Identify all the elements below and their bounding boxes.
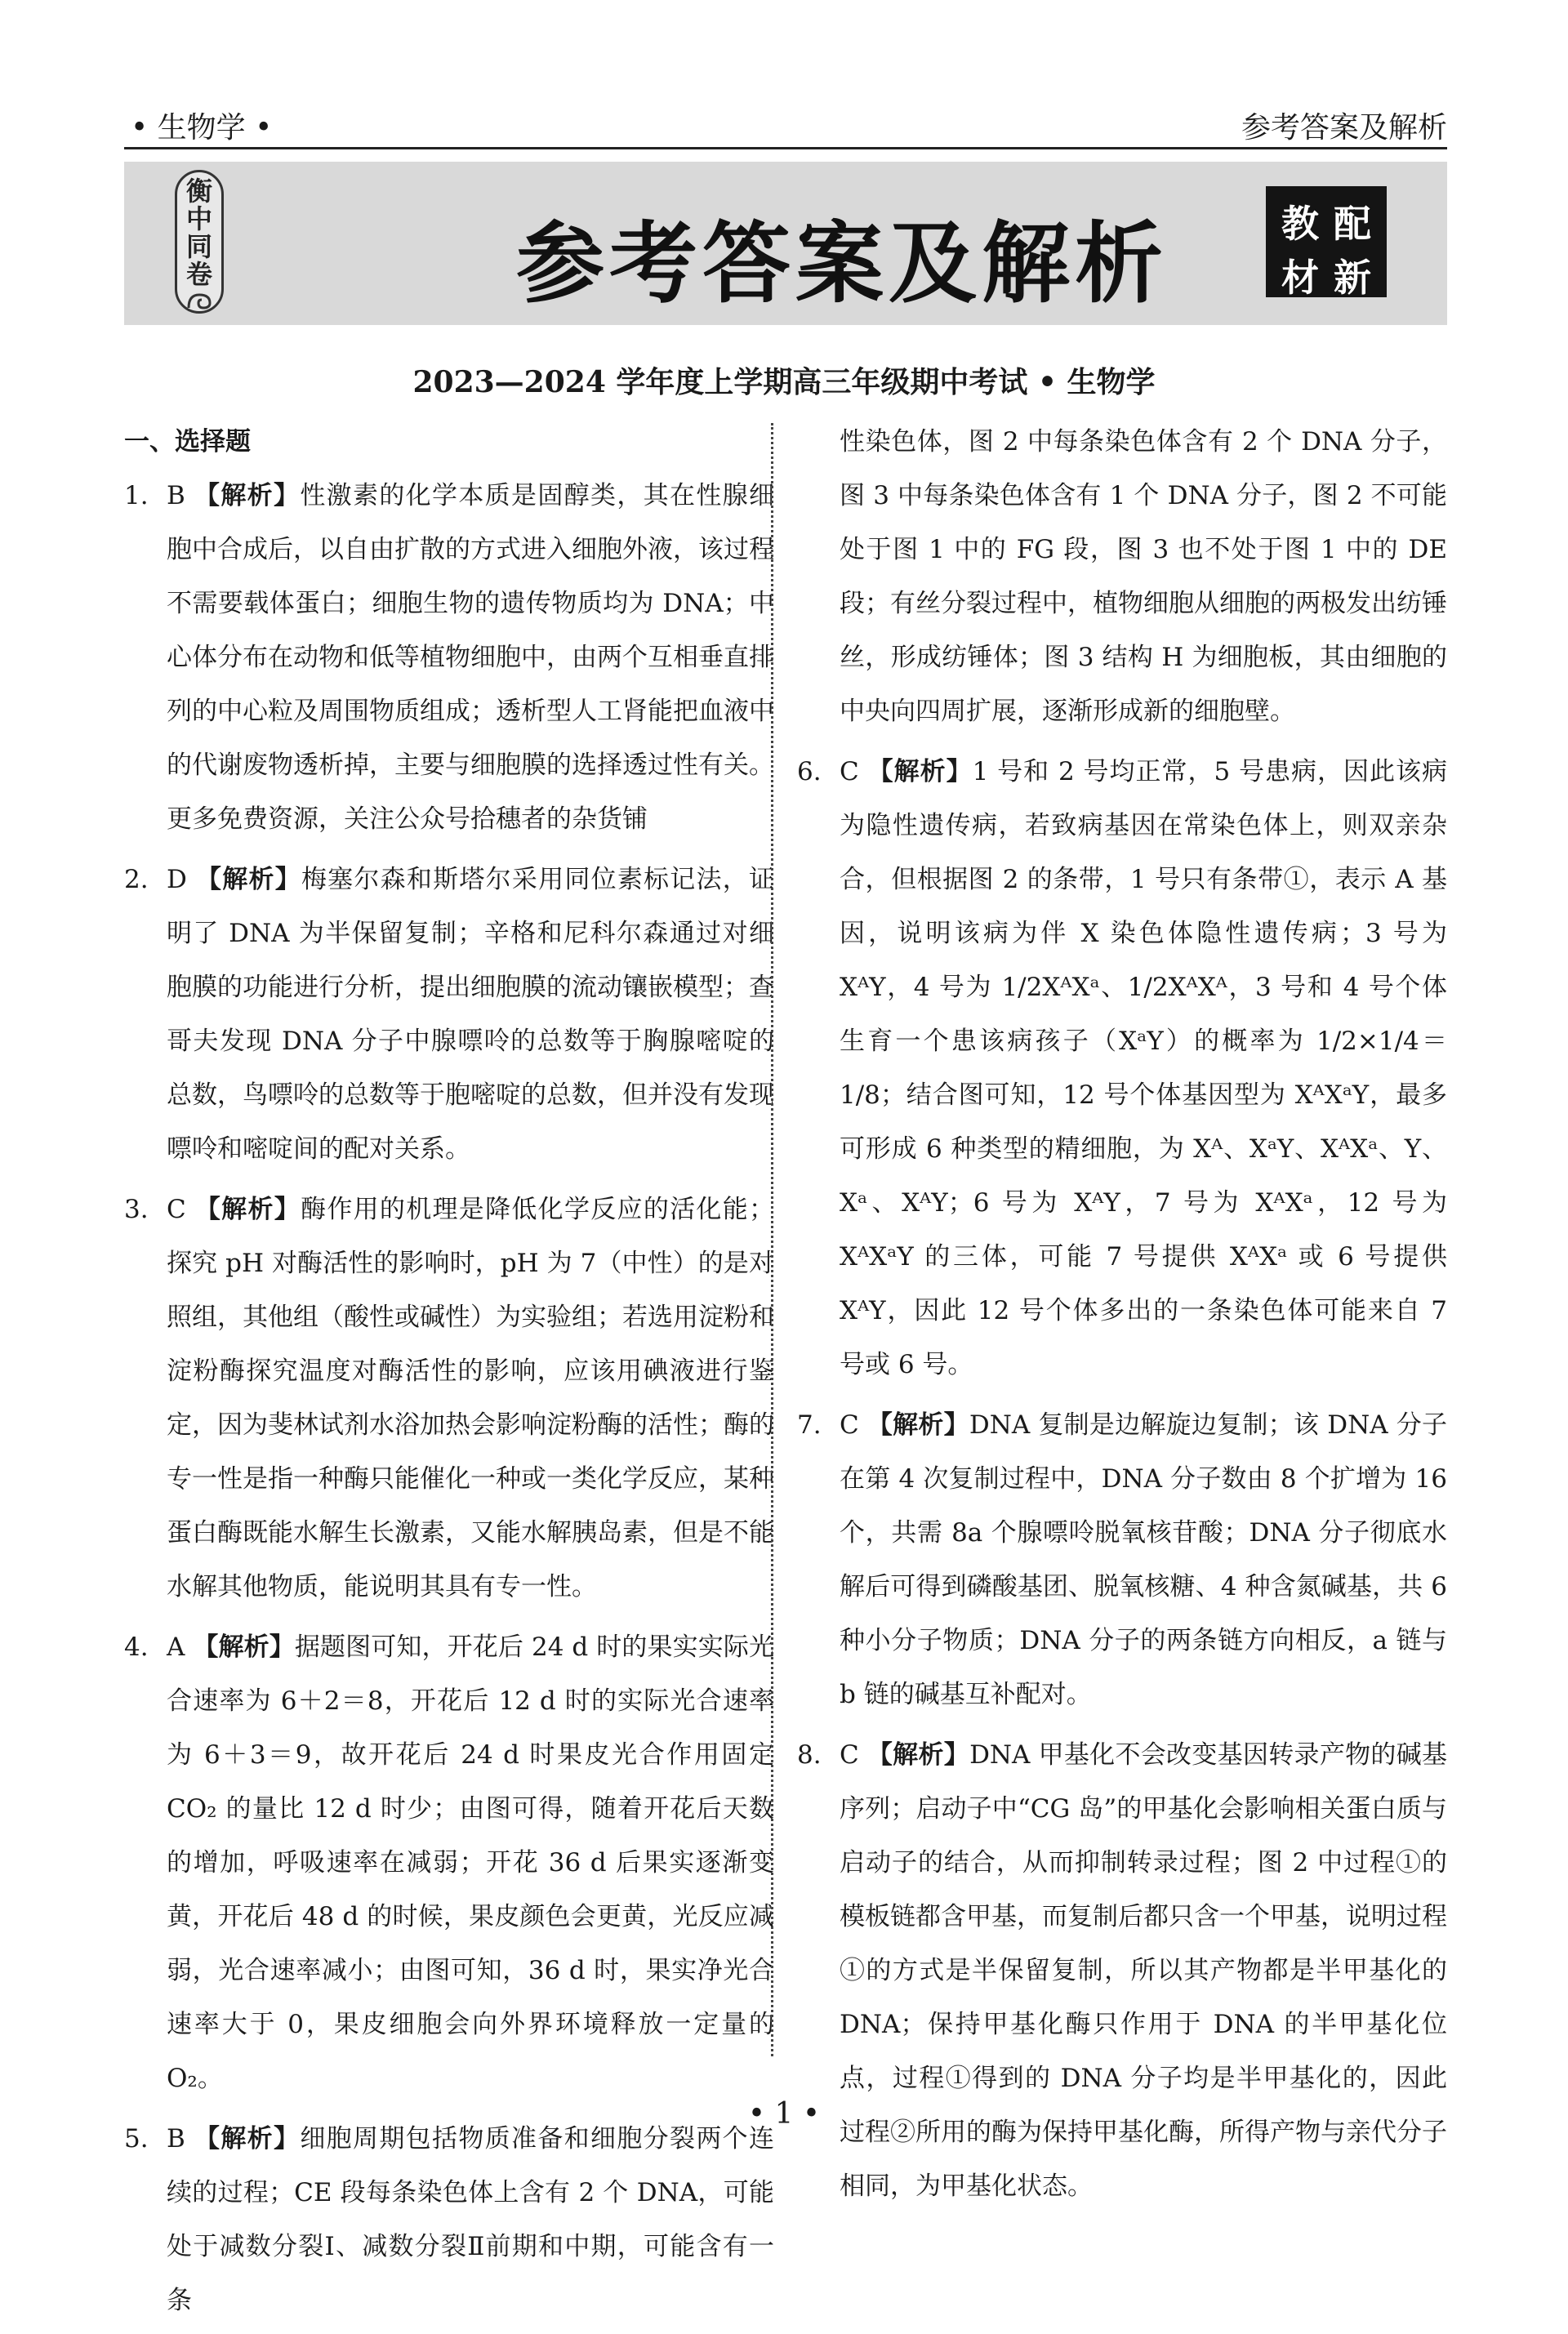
answer-item xyxy=(124,469,774,846)
seal-char: 卷 xyxy=(185,259,212,290)
item-number: 1. xyxy=(124,481,149,510)
analysis-tag: 【解析】 xyxy=(193,1632,295,1662)
item-number: 4. xyxy=(124,1632,149,1662)
analysis-tag: 【解析】 xyxy=(194,1195,301,1224)
analysis-tag: 【解析】 xyxy=(867,757,973,786)
running-head xyxy=(124,101,1447,149)
new-textbook-stamp xyxy=(1266,186,1387,300)
answer-letter: B xyxy=(167,481,185,510)
page-number: • 1 • xyxy=(747,2097,821,2131)
seal-char: 中 xyxy=(185,203,212,234)
section-heading: 一、选择题 xyxy=(124,427,251,457)
item-number: 2. xyxy=(124,865,149,894)
analysis-text: 1 号和 2 号均正常，5 号患病，因此该病为隐性遗传病，若致病基因在常染色体上，则双亲杂合，但根据图 2 的条带，1 号只有条带①，表示 A 基因，说明该病为伴 X 染色体隐性遗传病；3 号为 XᴬY，4 号为 1/2XᴬXᵃ、1/2XᴬXᴬ，3 号和 4 号个体生育一个患该病孩子（XᵃY）的概率为 1/2×1/4＝1/8；结合图可知，12 号个体基因型为 XᴬXᵃY，最多可形成 6 种类型的精细胞，为 Xᴬ、XᵃY、XᴬXᵃ、Y、Xᵃ、XᴬY；6 号为 XᴬY，7 号为 XᴬXᵃ，12 号为 XᴬXᵃY 的三体，可能 7 号提供 XᴬXᵃ 或 6 号提供 XᴬY，因此 12 号个体多出的一条染色体可能来自 7 号或 6 号。 xyxy=(840,757,1447,1379)
analysis-text: 梅塞尔森和斯塔尔采用同位素标记法，证明了 DNA 为半保留复制；辛格和尼科尔森通过对细胞膜的功能进行分析，提出细胞膜的流动镶嵌模型；查哥夫发现 DNA 分子中腺嘌呤的总数等于胸腺嘧啶的总数，鸟嘌呤的总数等于胞嘧啶的总数，但并没有发现嘌呤和嘧啶间的配对关系。 xyxy=(167,865,775,1164)
answer-item xyxy=(797,745,1447,1392)
answer-item xyxy=(124,1183,774,1614)
title-banner xyxy=(124,162,1447,325)
document-title: 2023—2024 学年度上学期高三年级期中考试 • 生物学 xyxy=(412,365,1156,399)
analysis-tag: 【解析】 xyxy=(194,2124,301,2154)
answer-letter: C xyxy=(840,757,859,786)
analysis-tag: 【解析】 xyxy=(866,1740,970,1770)
continued-text: 性染色体，图 2 中每条染色体含有 2 个 DNA 分子，图 3 中每条染色体含有 1 个 DNA 分子，图 2 不可能处于图 1 中的 FG 段，图 3 也不处于图 1 中的 DE 段；有丝分裂过程中，植物细胞从细胞的两极发出纺锤丝，形成纺锤体；图 3 结构 H 为细胞板，其由细胞的中央向四周扩展，逐渐形成新的细胞壁。 xyxy=(840,427,1447,726)
answer-item xyxy=(797,1728,1447,2213)
analysis-text: 细胞周期包括物质准备和细胞分裂两个连续的过程；CE 段每条染色体上含有 2 个 DNA，可能处于减数分裂Ⅰ、减数分裂Ⅱ前期和中期，可能含有一条 xyxy=(167,2124,775,2315)
stamp-char: 材 xyxy=(1281,256,1319,300)
seal-char: 衡 xyxy=(185,176,212,207)
answer-letter: D xyxy=(167,865,187,894)
stamp-char: 教 xyxy=(1281,202,1319,246)
seal-char: 同 xyxy=(185,231,212,262)
answer-letter: B xyxy=(167,2124,185,2154)
item-number: 5. xyxy=(124,2124,149,2154)
item-number: 6. xyxy=(797,757,822,786)
swirl-icon xyxy=(185,292,213,311)
analysis-text: 酶作用的机理是降低化学反应的活化能；探究 pH 对酶活性的影响时，pH 为 7（中性）的是对照组，其他组（酸性或碱性）为实验组；若选用淀粉和淀粉酶探究温度对酶活性的影响，应该用碘液进行鉴定，因为斐林试剂水浴加热会影响淀粉酶的活性；酶的专一性是指一种酶只能催化一种或一类化学反应，某种蛋白酶既能水解生长激素，又能水解胰岛素，但是不能水解其他物质，能说明其具有专一性。 xyxy=(167,1195,775,1601)
analysis-text: 性激素的化学本质是固醇类，其在性腺细胞中合成后，以自由扩散的方式进入细胞外液，该过程不需要载体蛋白；细胞生物的遗传物质均为 DNA；中心体分布在动物和低等植物细胞中，由两个互相垂直排列的中心粒及周围物质组成；透析型人工肾能把血液中的代谢废物透析掉，主要与细胞膜的选择透过性有关。更多免费资源，关注公众号拾穗者的杂货铺 xyxy=(167,481,775,834)
answer-letter: A xyxy=(167,1632,185,1662)
right-column xyxy=(797,415,1447,2220)
section-label: 参考答案及解析 xyxy=(1241,111,1447,145)
answer-item xyxy=(124,853,774,1176)
answer-letter: C xyxy=(840,1410,859,1440)
item-number: 3. xyxy=(124,1195,149,1224)
answer-item xyxy=(124,2112,774,2327)
answer-letter: C xyxy=(167,1195,186,1224)
stamp-char: 新 xyxy=(1334,256,1371,300)
stamp-char: 配 xyxy=(1334,202,1371,246)
analysis-tag: 【解析】 xyxy=(195,865,301,894)
answer-item xyxy=(797,1398,1447,1722)
analysis-tag: 【解析】 xyxy=(866,1410,969,1440)
subject-label: • 生物学 • xyxy=(131,111,273,145)
column-divider xyxy=(771,423,773,2056)
answer-letter: C xyxy=(840,1740,859,1770)
item-number: 7. xyxy=(797,1410,822,1440)
analysis-tag: 【解析】 xyxy=(194,481,301,510)
answer-item xyxy=(124,1620,774,2105)
analysis-text: 据题图可知，开花后 24 d 时的果实实际光合速率为 6＋2＝8，开花后 12 d 时的实际光合速率为 6＋3＝9，故开花后 24 d 时果皮光合作用固定 CO₂ 的量比 12 d 时少；由图可得，随着开花后天数的增加，呼吸速率在减弱；开花 36 d 后果实逐渐变黄，开花后 48 d 的时候，果皮颜色会更黄，光反应减弱，光合速率减小；由图可知，36 d 时，果实净光合速率大于 0，果皮细胞会向外界环境释放一定量的 O₂。 xyxy=(167,1632,775,2093)
banner-title: 参考答案及解析 xyxy=(516,213,1169,315)
item-number: 8. xyxy=(797,1740,822,1770)
series-seal xyxy=(175,170,224,314)
left-column xyxy=(124,415,774,2334)
analysis-text: DNA 复制是边解旋边复制；该 DNA 分子在第 4 次复制过程中，DNA 分子数由 8 个扩增为 16 个，共需 8a 个腺嘌呤脱氧核苷酸；DNA 分子彻底水解后可得到磷酸基团、脱氧核糖、4 种含氮碱基，共 6 种小分子物质；DNA 分子的两条链方向相反，a 链与 b 链的碱基互补配对。 xyxy=(840,1410,1448,1709)
analysis-text: DNA 甲基化不会改变基因转录产物的碱基序列；启动子中“CG 岛”的甲基化会影响相关蛋白质与启动子的结合，从而抑制转录过程；图 2 中过程①的模板链都含甲基，而复制后都只含一个甲基，说明过程①的方式是半保留复制，所以其产物都是半甲基化的 DNA；保持甲基化酶只作用于 DNA 的半甲基化位点，过程①得到的 DNA 分子均是半甲基化的，因此过程②所用的酶为保持甲基化酶，所得产物与亲代分子相同，为甲基化状态。 xyxy=(840,1740,1447,2201)
